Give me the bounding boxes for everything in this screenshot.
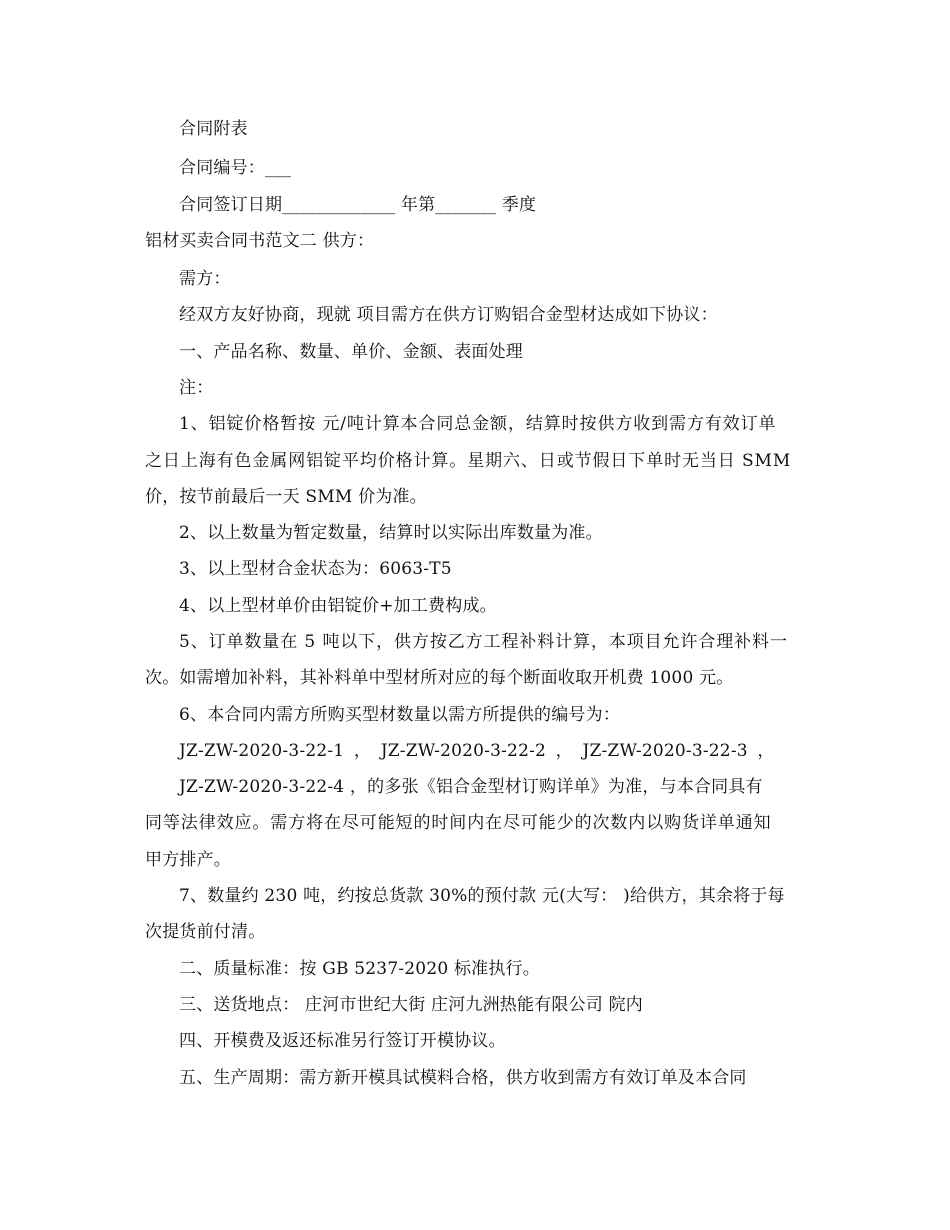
- note-7-line-1: 7、数量约 230 吨，约按总货款 30%的预付款 元(大写： )给供方，其余将于每: [179, 886, 785, 906]
- appendix-title: 合同附表: [179, 119, 248, 139]
- note-1-line-3: 价，按节前最后一天 SMM 价为准。: [145, 487, 427, 507]
- note-6-line-4: 同等法律效应。需方将在尽可能短的时间内在尽可能少的次数内以购货详单通知: [145, 813, 772, 833]
- contract-number-line: 合同编号：___: [179, 158, 292, 178]
- note-6-line-1: 6、本合同内需方所购买型材数量以需方所提供的编号为：: [179, 705, 621, 725]
- signing-date-line: 合同签订日期_____________ 年第_______ 季度: [179, 195, 537, 215]
- note-label: 注：: [179, 378, 214, 398]
- note-5-line-2: 次。如需增加补料，其补料单中型材所对应的每个断面收取开机费 1000 元。: [145, 668, 734, 688]
- section-3-delivery-location: 三、送货地点： 庄河市世纪大街 庄河九洲热能有限公司 院内: [179, 995, 644, 1015]
- note-2: 2、以上数量为暂定数量，结算时以实际出库数量为准。: [179, 523, 603, 543]
- note-1-line-1: 1、铝锭价格暂按 元/吨计算本合同总金额，结算时按供方收到需方有效订单: [179, 414, 777, 434]
- note-6-line-5: 甲方排产。: [145, 850, 231, 870]
- buyer-line: 需方：: [179, 269, 231, 289]
- section-4-mold-fee: 四、开模费及返还标准另行签订开模协议。: [179, 1031, 506, 1051]
- note-7-line-2: 次提货前付清。: [145, 922, 266, 942]
- order-number-list: JZ-ZW-2020-3-22-1 ， JZ-ZW-2020-3-22-2 ， JZ-ZW-2020-3-22-3 ，: [179, 741, 775, 761]
- note-1-line-2: 之日上海有色金属网铝锭平均价格计算。星期六、日或节假日下单时无当日 SMM: [145, 451, 792, 471]
- note-3: 3、以上型材合金状态为：6063-T5: [179, 559, 452, 579]
- note-4: 4、以上型材单价由铝锭价+加工费构成。: [179, 596, 497, 616]
- document-title-supplier-line: 铝材买卖合同书范文二 供方：: [145, 231, 375, 251]
- section-1-heading: 一、产品名称、数量、单价、金额、表面处理: [179, 342, 523, 362]
- note-5-line-1: 5、订单数量在 5 吨以下，供方按乙方工程补料计算，本项目允许合理补料一: [179, 632, 788, 652]
- section-5-production-cycle: 五、生产周期：需方新开模具试模料合格，供方收到需方有效订单及本合同: [179, 1068, 747, 1088]
- section-2-quality-standard: 二、质量标准：按 GB 5237-2020 标准执行。: [179, 959, 540, 979]
- note-6-line-3: JZ-ZW-2020-3-22-4 ，的多张《铝合金型材订购详单》为准，与本合同具有: [179, 777, 763, 797]
- agreement-intro: 经双方友好协商，现就 项目需方在供方订购铝合金型材达成如下协议：: [179, 305, 718, 325]
